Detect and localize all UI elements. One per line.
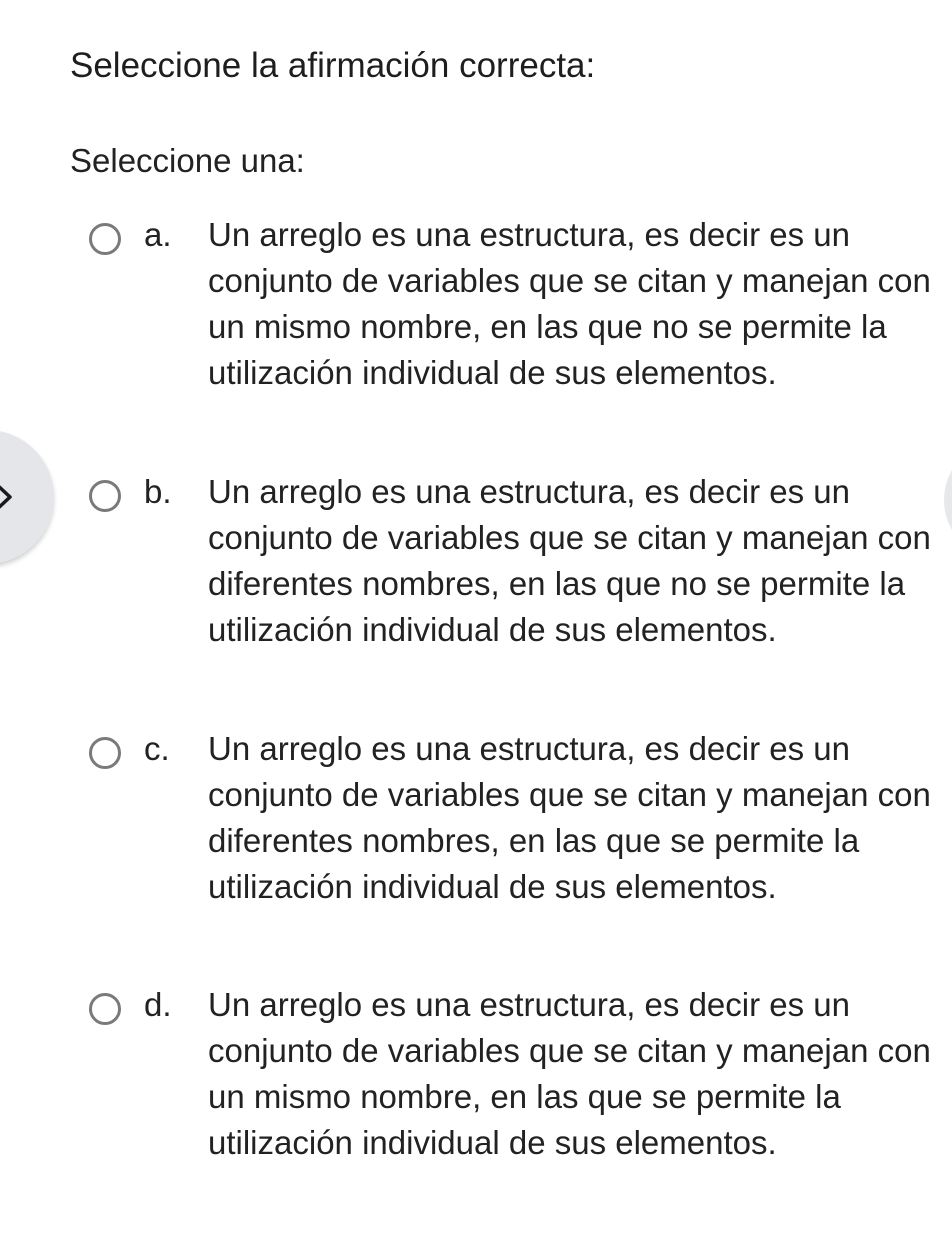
chevron-right-icon (0, 480, 14, 514)
option-text: Un arreglo es una estructura, es decir es un conjunto de variables que se citan y manejan con un mismo nombre, en las que no se permite la utilización individual de sus elementos. (208, 216, 931, 391)
radio-button-d[interactable] (89, 993, 121, 1025)
next-nav-button[interactable] (944, 440, 952, 560)
option-text: Un arreglo es una estructura, es decir es un conjunto de variables que se citan y manejan con diferentes nombres, en las que no se permite la utilización individual de sus elementos. (208, 473, 931, 648)
previous-nav-button[interactable] (0, 430, 54, 564)
radio-button-b[interactable] (89, 480, 121, 512)
option-letter: c. (144, 730, 170, 767)
option-letter: d. (144, 986, 172, 1023)
option-text: Un arreglo es una estructura, es decir es un conjunto de variables que se citan y manejan con diferentes nombres, en las que se permite la utilización individual de sus elementos. (208, 730, 931, 905)
question-text: Seleccione la afirmación correcta: (70, 46, 596, 85)
option-letter: b. (144, 473, 172, 510)
option-letter: a. (144, 216, 172, 253)
option-text: Un arreglo es una estructura, es decir es un conjunto de variables que se citan y manejan con un mismo nombre, en las que se permite la utilización individual de sus elementos. (208, 986, 931, 1161)
radio-button-a[interactable] (89, 223, 121, 255)
select-one-prompt: Seleccione una: (70, 142, 305, 179)
radio-button-c[interactable] (89, 737, 121, 769)
